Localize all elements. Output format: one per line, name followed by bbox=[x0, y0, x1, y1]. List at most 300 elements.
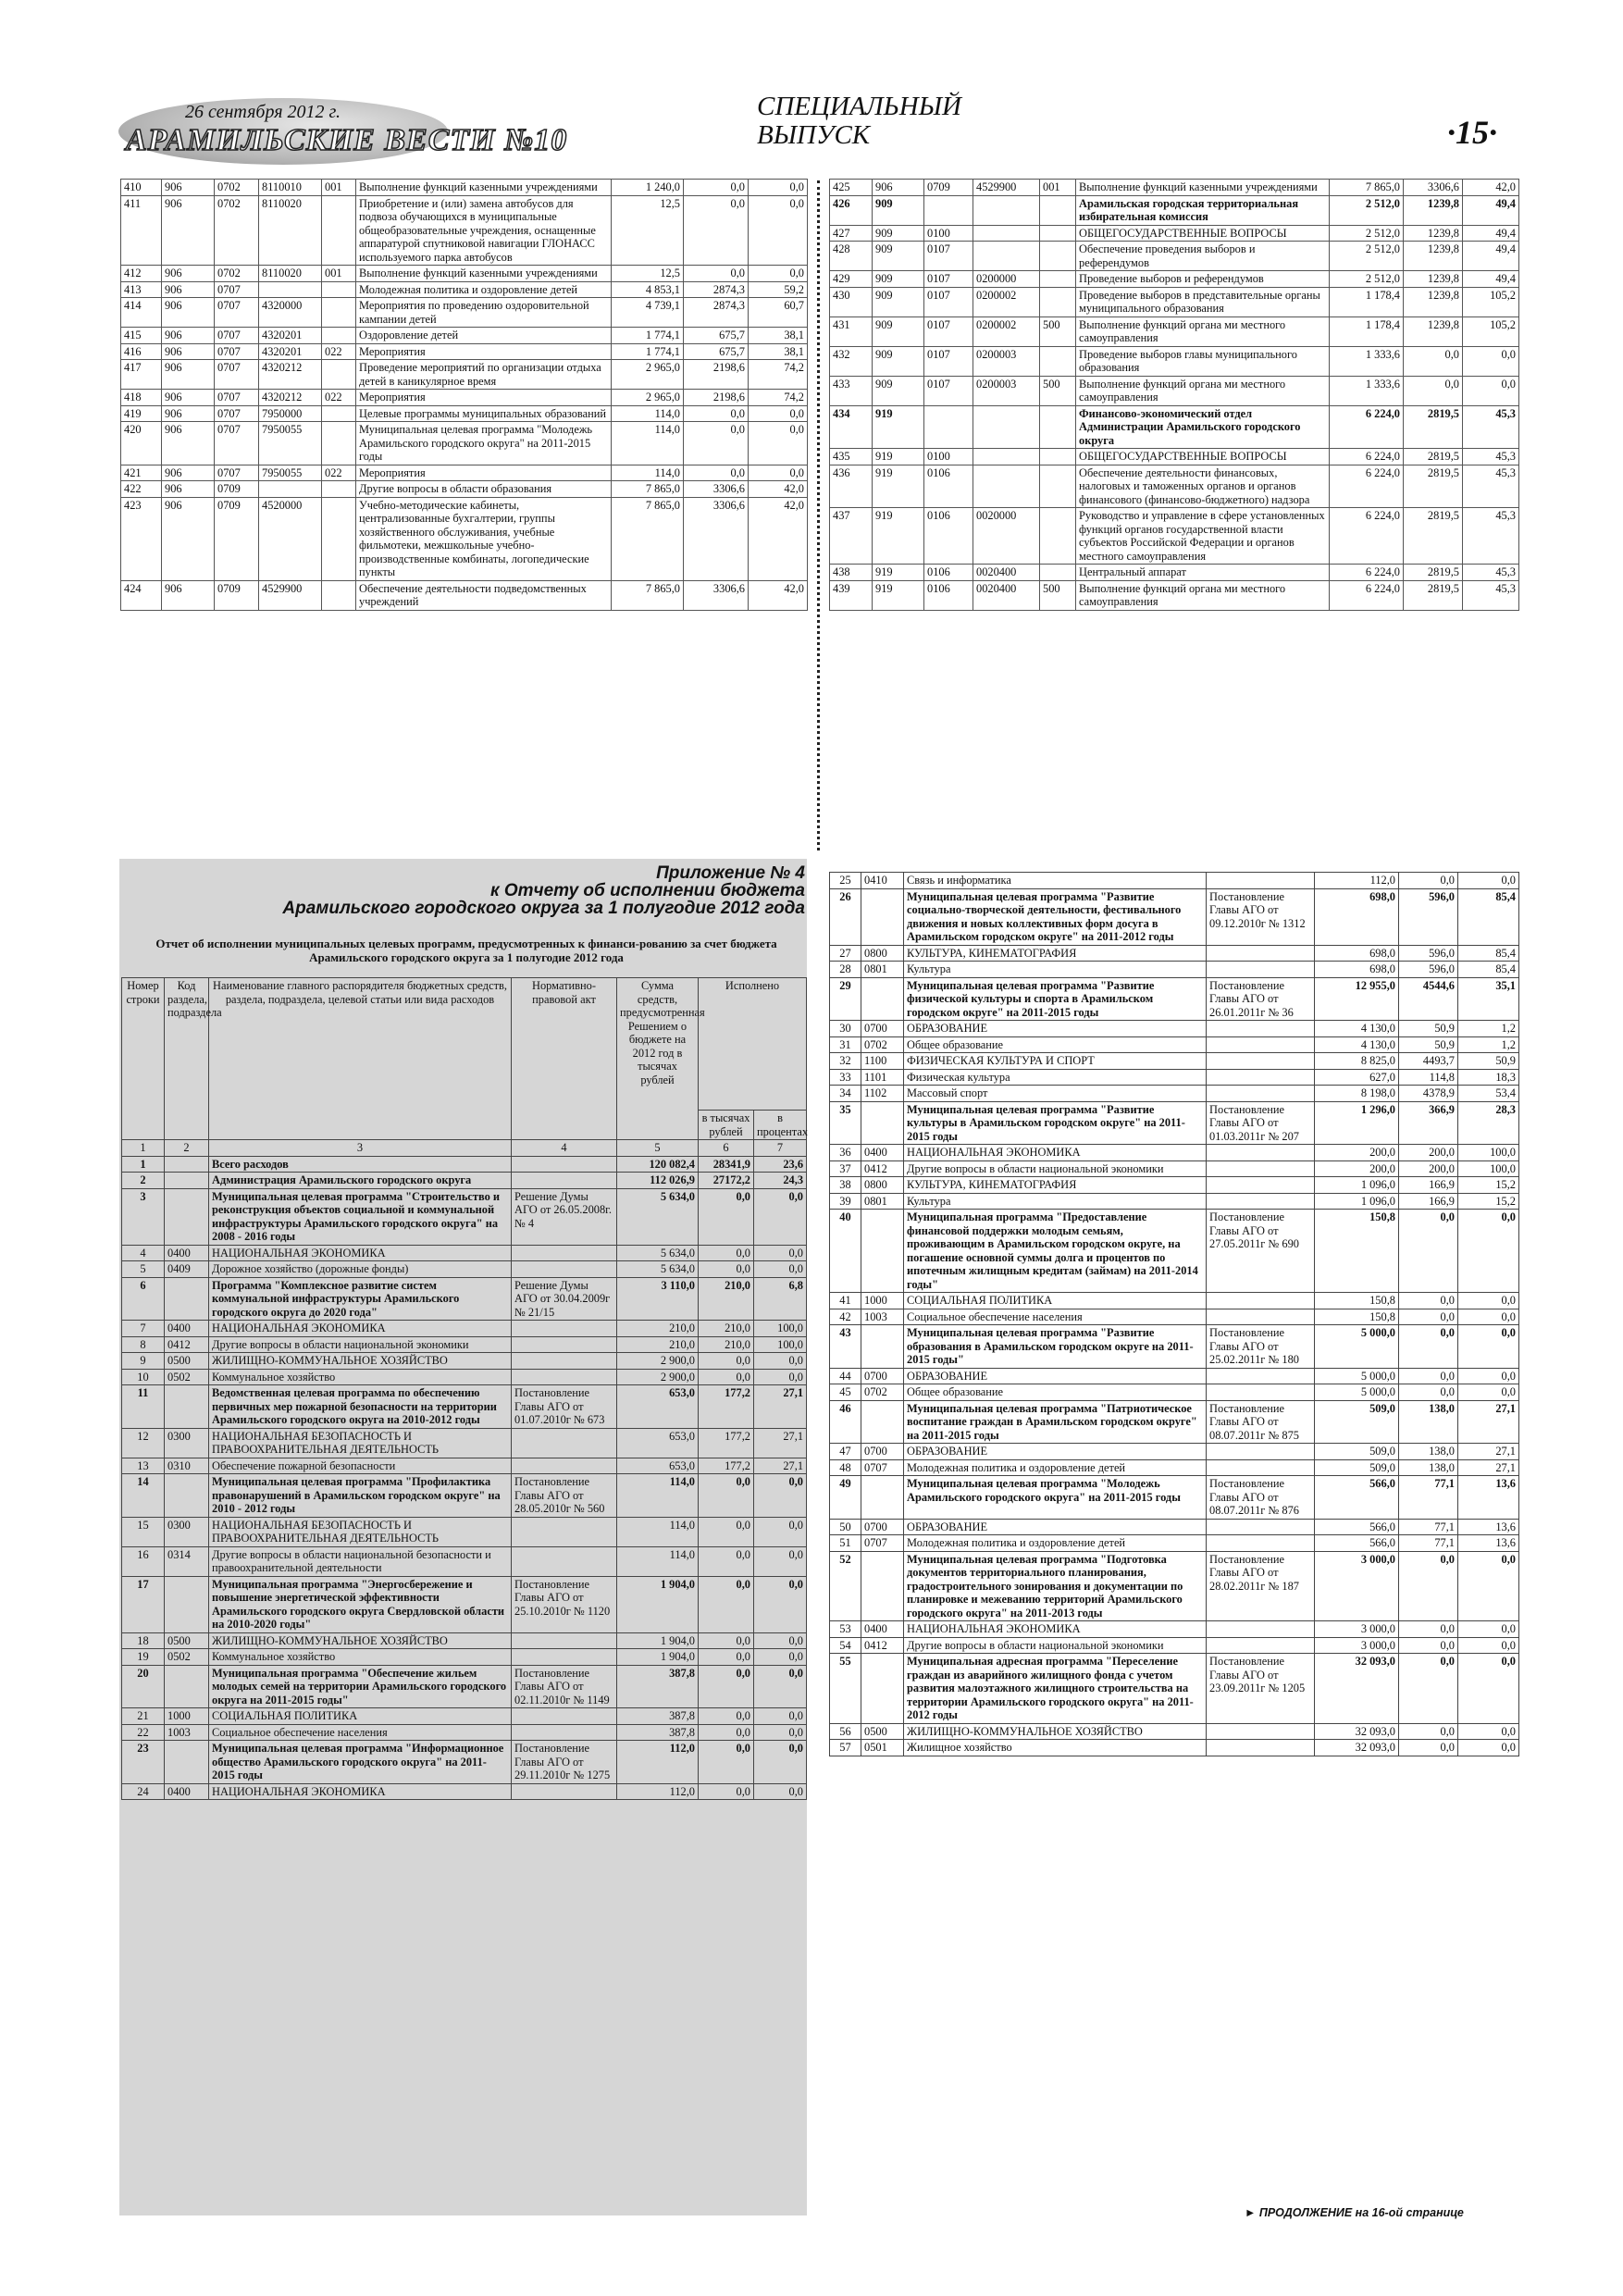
cell-num: 6 bbox=[122, 1277, 165, 1321]
cell-exec-rub: 0,0 bbox=[699, 1546, 754, 1576]
cell-code: 0700 bbox=[861, 1368, 904, 1384]
cell-code: 0300 bbox=[165, 1428, 209, 1458]
cell-act: Постановление Главы АГО от 25.10.2010г № 1120 bbox=[512, 1576, 617, 1632]
cell-code: 1000 bbox=[861, 1293, 904, 1309]
cell-code: 0400 bbox=[165, 1783, 209, 1800]
cell-sum: 3 000,0 bbox=[1315, 1637, 1399, 1654]
table-row bbox=[830, 1444, 1519, 1460]
cell-num: 29 bbox=[830, 977, 861, 1021]
cell-name: НАЦИОНАЛЬНАЯ ЭКОНОМИКА bbox=[904, 1145, 1207, 1161]
cell-pct: 45,3 bbox=[1463, 449, 1519, 465]
cell-row-num: 426 bbox=[830, 195, 873, 225]
cell-section: 0106 bbox=[924, 580, 973, 610]
cell-sum: 112,0 bbox=[617, 1741, 699, 1784]
cell-code: 1102 bbox=[861, 1086, 904, 1102]
cell-row-num: 420 bbox=[121, 422, 162, 465]
table-row bbox=[121, 328, 808, 344]
cell-sum: 200,0 bbox=[1315, 1145, 1399, 1161]
cell-pct: 42,0 bbox=[749, 580, 808, 610]
cell-admin: 906 bbox=[162, 298, 215, 328]
cell-act bbox=[1207, 1535, 1315, 1552]
cell-act bbox=[1207, 1459, 1315, 1476]
cell-exec-pct: 0,0 bbox=[754, 1783, 807, 1800]
cell-name: Администрация Арамильского городского округа bbox=[209, 1173, 512, 1189]
cell-act bbox=[1207, 1053, 1315, 1070]
cell-exec-rub: 596,0 bbox=[1399, 962, 1458, 978]
cell-name: Муниципальная целевая программа "Развитие физической культуры и спорта в Арамильском городском округе" на 2011-2015 годы bbox=[904, 977, 1207, 1021]
cell-code bbox=[165, 1277, 209, 1321]
cell-section bbox=[924, 195, 973, 225]
cell-sum: 150,8 bbox=[1315, 1309, 1399, 1325]
cell-name: Социальное обеспечение населения bbox=[904, 1309, 1207, 1325]
cell-exec-pct: 100,0 bbox=[754, 1321, 807, 1337]
cell-target bbox=[259, 281, 322, 298]
cell-name: Другие вопросы в области образования bbox=[356, 481, 612, 498]
cell-num: 4 bbox=[122, 1245, 165, 1261]
cell-sum: 5 000,0 bbox=[1315, 1325, 1399, 1369]
cell-name: Муниципальная целевая программа "Профилактика правонарушений в Арамильском городском округе" на 2010 - 2012 годы bbox=[209, 1474, 512, 1518]
table-row bbox=[122, 1724, 807, 1741]
cell-row-num: 439 bbox=[830, 580, 873, 610]
cell-code: 0702 bbox=[861, 1036, 904, 1053]
table-row bbox=[121, 281, 808, 298]
cell-name: Финансово-экономический отдел Администрации Арамильского городского округа bbox=[1076, 405, 1330, 449]
cell-admin: 906 bbox=[162, 497, 215, 580]
table-row bbox=[830, 1519, 1519, 1535]
table-row bbox=[121, 465, 808, 481]
cell-act: Постановление Главы АГО от 28.05.2010г № 560 bbox=[512, 1474, 617, 1518]
cell-pct: 45,3 bbox=[1463, 405, 1519, 449]
cell-name: Муниципальная целевая программа "Информационное общество Арамильского городского округа" на 2011-2015 годы bbox=[209, 1741, 512, 1784]
cell-sum: 210,0 bbox=[617, 1321, 699, 1337]
cell-act: Постановление Главы АГО от 28.02.2011г № 187 bbox=[1207, 1551, 1315, 1621]
cell-num: 39 bbox=[830, 1193, 861, 1210]
cell-exec-pct: 0,0 bbox=[754, 1188, 807, 1245]
cell-exec: 2874,3 bbox=[684, 298, 749, 328]
cell-pct: 45,3 bbox=[1463, 508, 1519, 565]
cell-num: 43 bbox=[830, 1325, 861, 1369]
cell-row-num: 413 bbox=[121, 281, 162, 298]
cell-row-num: 427 bbox=[830, 225, 873, 242]
cell-sum: 1 096,0 bbox=[1315, 1177, 1399, 1194]
cell-name: Муниципальная программа "Предоставление финансовой поддержки молодым семьям, проживающим в Арамильском городском округе, на погашение основной суммы долга и процентов по ипотечным жилищным кредитам (займам) на 2011-2014 годы" bbox=[904, 1210, 1207, 1293]
cell-exec-rub: 0,0 bbox=[1399, 1637, 1458, 1654]
cell-act: Постановление Главы АГО от 25.02.2011г № 180 bbox=[1207, 1325, 1315, 1369]
cell-section: 0107 bbox=[924, 376, 973, 405]
cell-name: НАЦИОНАЛЬНАЯ ЭКОНОМИКА bbox=[209, 1321, 512, 1337]
cell-code: 0310 bbox=[165, 1458, 209, 1474]
cell-act bbox=[512, 1632, 617, 1649]
cell-section: 0707 bbox=[215, 422, 259, 465]
cell-code: 0500 bbox=[861, 1723, 904, 1740]
cell-name: Проведение выборов и референдумов bbox=[1076, 271, 1330, 288]
cell-code: 0801 bbox=[861, 1193, 904, 1210]
cell-num: 33 bbox=[830, 1069, 861, 1086]
cell-type bbox=[322, 580, 356, 610]
table-row bbox=[830, 287, 1519, 316]
cell-act bbox=[1207, 1177, 1315, 1194]
cell-exec: 675,7 bbox=[684, 328, 749, 344]
cell-target: 4529900 bbox=[259, 580, 322, 610]
budget-table-top-left bbox=[120, 179, 808, 611]
cell-admin: 909 bbox=[873, 225, 924, 242]
cell-act bbox=[512, 1517, 617, 1546]
table-row bbox=[830, 1036, 1519, 1053]
cell-act bbox=[512, 1783, 617, 1800]
cell-sum: 566,0 bbox=[1315, 1535, 1399, 1552]
cell-sum: 8 198,0 bbox=[1315, 1086, 1399, 1102]
cell-exec-pct: 85,4 bbox=[1458, 888, 1519, 945]
cell-name: НАЦИОНАЛЬНАЯ БЕЗОПАСНОСТЬ И ПРАВООХРАНИТЕЛЬНАЯ ДЕЯТЕЛЬНОСТЬ bbox=[209, 1517, 512, 1546]
cell-name: Социальное обеспечение населения bbox=[209, 1724, 512, 1741]
table-row bbox=[830, 1309, 1519, 1325]
cell-section: 0107 bbox=[924, 346, 973, 376]
cell-exec-pct: 0,0 bbox=[754, 1576, 807, 1632]
cell-exec-pct: 85,4 bbox=[1458, 962, 1519, 978]
cell-exec-rub: 0,0 bbox=[1399, 1551, 1458, 1621]
cell-admin: 906 bbox=[162, 343, 215, 360]
cell-sum: 698,0 bbox=[1315, 962, 1399, 978]
cell-exec-pct: 1,2 bbox=[1458, 1036, 1519, 1053]
cell-name: Обеспечение деятельности подведомственных учреждений bbox=[356, 580, 612, 610]
cell-exec-rub: 77,1 bbox=[1399, 1535, 1458, 1552]
cell-act bbox=[512, 1546, 617, 1576]
cell-code: 0400 bbox=[861, 1145, 904, 1161]
cell-target: 4529900 bbox=[973, 180, 1040, 196]
cell-sum: 120 082,4 bbox=[617, 1156, 699, 1173]
cell-name: Другие вопросы в области национальной экономики bbox=[904, 1160, 1207, 1177]
cell-section: 0106 bbox=[924, 508, 973, 565]
cell-exec-pct: 0,0 bbox=[754, 1261, 807, 1278]
cell-type bbox=[1040, 565, 1076, 581]
cell-num: 2 bbox=[122, 1173, 165, 1189]
cell-act: Постановление Главы АГО от 27.05.2011г № 690 bbox=[1207, 1210, 1315, 1293]
cell-name: Муниципальная целевая программа "Развитие социально-творческой деятельности, фестивального движения и новых коллективных форм досуга в Арамильском городском округе" на 2011-2012 годы bbox=[904, 888, 1207, 945]
table-row bbox=[122, 1474, 807, 1518]
cell-section: 0107 bbox=[924, 242, 973, 271]
cell-num: 50 bbox=[830, 1519, 861, 1535]
cell-target: 4520000 bbox=[259, 497, 322, 580]
cell-row-num: 423 bbox=[121, 497, 162, 580]
cell-section: 0100 bbox=[924, 225, 973, 242]
cell-num: 28 bbox=[830, 962, 861, 978]
cell-admin: 909 bbox=[873, 287, 924, 316]
cell-name: Мероприятия bbox=[356, 343, 612, 360]
table-row bbox=[830, 1177, 1519, 1194]
cell-sum: 653,0 bbox=[617, 1385, 699, 1429]
table-row bbox=[830, 508, 1519, 565]
cell-exec: 0,0 bbox=[684, 180, 749, 196]
table-row bbox=[830, 1193, 1519, 1210]
cell-num: 27 bbox=[830, 945, 861, 962]
cell-act bbox=[1207, 1086, 1315, 1102]
cell-row-num: 419 bbox=[121, 405, 162, 422]
cell-admin: 906 bbox=[162, 281, 215, 298]
cell-exec-rub: 0,0 bbox=[1399, 1309, 1458, 1325]
table-row bbox=[830, 1293, 1519, 1309]
cell-sum: 4 130,0 bbox=[1315, 1021, 1399, 1037]
cell-sum: 698,0 bbox=[1315, 888, 1399, 945]
cell-num: 24 bbox=[122, 1783, 165, 1800]
cell-num: 13 bbox=[122, 1458, 165, 1474]
cell-act bbox=[1207, 1145, 1315, 1161]
cell-row-num: 425 bbox=[830, 180, 873, 196]
table-row bbox=[830, 1400, 1519, 1444]
continuation-note: ► ПРОДОЛЖЕНИЕ на 16-ой странице bbox=[1245, 2206, 1464, 2219]
cell-act: Постановление Главы АГО от 26.01.2011г № 36 bbox=[1207, 977, 1315, 1021]
cell-type: 001 bbox=[1040, 180, 1076, 196]
cell-act bbox=[1207, 962, 1315, 978]
table-row bbox=[121, 180, 808, 196]
cell-pct: 49,4 bbox=[1463, 195, 1519, 225]
cell-name: Мероприятия bbox=[356, 390, 612, 406]
cell-name: Обеспечение деятельности финансовых, налоговых и таможенных органов и органов финансового (финансово-бюджетного) надзора bbox=[1076, 465, 1330, 508]
cell-exec-pct: 27,1 bbox=[754, 1428, 807, 1458]
cell-exec-rub: 210,0 bbox=[699, 1277, 754, 1321]
cell-type bbox=[1040, 465, 1076, 508]
cell-num: 3 bbox=[122, 1188, 165, 1245]
cell-code: 0501 bbox=[861, 1740, 904, 1756]
table-row bbox=[121, 580, 808, 610]
cell-section: 0709 bbox=[215, 580, 259, 610]
table-row bbox=[122, 1576, 807, 1632]
cell-type bbox=[322, 360, 356, 390]
cell-num: 5 bbox=[122, 1261, 165, 1278]
cell-code: 0502 bbox=[165, 1369, 209, 1385]
cell-exec-rub: 0,0 bbox=[699, 1724, 754, 1741]
cell-exec-pct: 0,0 bbox=[1458, 1368, 1519, 1384]
cell-section: 0707 bbox=[215, 343, 259, 360]
cell-name: НАЦИОНАЛЬНАЯ БЕЗОПАСНОСТЬ И ПРАВООХРАНИТЕЛЬНАЯ ДЕЯТЕЛЬНОСТЬ bbox=[209, 1428, 512, 1458]
header-code: Код раздела, подраздела bbox=[165, 978, 209, 1140]
cell-num: 30 bbox=[830, 1021, 861, 1037]
cell-act bbox=[1207, 1021, 1315, 1037]
cell-num: 26 bbox=[830, 888, 861, 945]
cell-type bbox=[322, 195, 356, 266]
cell-num: 23 bbox=[122, 1741, 165, 1784]
cell-exec-rub: 4493,7 bbox=[1399, 1053, 1458, 1070]
cell-type bbox=[1040, 449, 1076, 465]
cell-exec-rub: 50,9 bbox=[1399, 1036, 1458, 1053]
cell-admin: 906 bbox=[162, 390, 215, 406]
cell-plan: 1 333,6 bbox=[1330, 346, 1404, 376]
table-row bbox=[122, 1385, 807, 1429]
cell-section: 0707 bbox=[215, 360, 259, 390]
table-row bbox=[830, 1654, 1519, 1724]
cell-name: ЖИЛИЩНО-КОММУНАЛЬНОЕ ХОЗЯЙСТВО bbox=[209, 1353, 512, 1370]
cell-code bbox=[165, 1665, 209, 1708]
cell-row-num: 422 bbox=[121, 481, 162, 498]
cell-target: 0020000 bbox=[973, 508, 1040, 565]
cell-pct: 0,0 bbox=[749, 405, 808, 422]
cell-sum: 5 634,0 bbox=[617, 1188, 699, 1245]
cell-name: Коммунальное хозяйство bbox=[209, 1369, 512, 1385]
cell-exec: 2198,6 bbox=[684, 390, 749, 406]
table-row bbox=[122, 1458, 807, 1474]
cell-exec-rub: 177,2 bbox=[699, 1458, 754, 1474]
cell-exec: 1239,8 bbox=[1404, 242, 1463, 271]
cell-exec-pct: 85,4 bbox=[1458, 945, 1519, 962]
cell-sum: 653,0 bbox=[617, 1428, 699, 1458]
cell-exec-pct: 27,1 bbox=[1458, 1400, 1519, 1444]
cell-pct: 0,0 bbox=[1463, 346, 1519, 376]
table-row bbox=[830, 945, 1519, 962]
cell-admin: 919 bbox=[873, 465, 924, 508]
cell-plan: 2 512,0 bbox=[1330, 271, 1404, 288]
cell-pct: 42,0 bbox=[749, 497, 808, 580]
cell-num: 9 bbox=[122, 1353, 165, 1370]
cell-num: 16 bbox=[122, 1546, 165, 1576]
cell-code bbox=[861, 888, 904, 945]
cell-code bbox=[861, 1400, 904, 1444]
cell-name: ОБРАЗОВАНИЕ bbox=[904, 1444, 1207, 1460]
table-row bbox=[121, 422, 808, 465]
cell-code bbox=[861, 1551, 904, 1621]
cell-name: Дорожное хозяйство (дорожные фонды) bbox=[209, 1261, 512, 1278]
cell-code bbox=[165, 1474, 209, 1518]
cell-exec-rub: 0,0 bbox=[699, 1649, 754, 1666]
cell-pct: 105,2 bbox=[1463, 316, 1519, 346]
cell-num: 36 bbox=[830, 1145, 861, 1161]
appendix-line-3: Арамильского городского округа за 1 полугодие 2012 года bbox=[282, 899, 805, 918]
cell-name: Молодежная политика и оздоровление детей bbox=[904, 1459, 1207, 1476]
cell-plan: 6 224,0 bbox=[1330, 405, 1404, 449]
cell-admin: 906 bbox=[162, 195, 215, 266]
cell-row-num: 424 bbox=[121, 580, 162, 610]
cell-name: Выполнение функций органа ми местного самоуправления bbox=[1076, 376, 1330, 405]
cell-pct: 45,3 bbox=[1463, 580, 1519, 610]
cell-num: 32 bbox=[830, 1053, 861, 1070]
cell-type bbox=[322, 328, 356, 344]
cell-type bbox=[322, 481, 356, 498]
cell-row-num: 435 bbox=[830, 449, 873, 465]
programs-table-left bbox=[121, 977, 807, 1800]
table-row bbox=[830, 405, 1519, 449]
cell-admin: 909 bbox=[873, 242, 924, 271]
table-row bbox=[122, 1665, 807, 1708]
cell-row-num: 430 bbox=[830, 287, 873, 316]
table-row bbox=[830, 962, 1519, 978]
cell-sum: 1 904,0 bbox=[617, 1632, 699, 1649]
table-row bbox=[830, 1021, 1519, 1037]
cell-name: КУЛЬТУРА, КИНЕМАТОГРАФИЯ bbox=[904, 1177, 1207, 1194]
table-row bbox=[121, 497, 808, 580]
cell-exec-rub: 0,0 bbox=[1399, 1740, 1458, 1756]
cell-act: Постановление Главы АГО от 23.09.2011г № 1205 bbox=[1207, 1654, 1315, 1724]
cell-section: 0106 bbox=[924, 465, 973, 508]
cell-name: Молодежная политика и оздоровление детей bbox=[904, 1535, 1207, 1552]
cell-exec-rub: 210,0 bbox=[699, 1321, 754, 1337]
cell-num: 14 bbox=[122, 1474, 165, 1518]
cell-name: ОБРАЗОВАНИЕ bbox=[904, 1021, 1207, 1037]
cell-sum: 2 900,0 bbox=[617, 1353, 699, 1370]
cell-sum: 114,0 bbox=[617, 1474, 699, 1518]
cell-admin: 906 bbox=[162, 266, 215, 282]
table-row bbox=[830, 1637, 1519, 1654]
table-row bbox=[830, 1160, 1519, 1177]
special-line-1: СПЕЦИАЛЬНЫЙ bbox=[757, 92, 961, 121]
cell-type bbox=[322, 298, 356, 328]
cell-name: Муниципальная целевая программа "Строительство и реконструкция объектов социальной и коммунальной инфраструктуры Арамильского городского округа" на 2008 - 2016 годы bbox=[209, 1188, 512, 1245]
cell-row-num: 421 bbox=[121, 465, 162, 481]
cell-code bbox=[165, 1741, 209, 1784]
cell-target: 4320212 bbox=[259, 390, 322, 406]
cell-exec-rub: 4544,6 bbox=[1399, 977, 1458, 1021]
cell-exec: 3306,6 bbox=[684, 481, 749, 498]
table-row bbox=[830, 1621, 1519, 1638]
cell-name: Культура bbox=[904, 962, 1207, 978]
cell-exec-rub: 77,1 bbox=[1399, 1519, 1458, 1535]
cell-num: 47 bbox=[830, 1444, 861, 1460]
cell-exec-rub: 0,0 bbox=[699, 1783, 754, 1800]
cell-act bbox=[512, 1369, 617, 1385]
cell-name: Муниципальная адресная программа "Переселение граждан из аварийного жилищного фонда с учетом развития малоэтажного жилищного строительства на территории Арамильского городского округа" на 2011-2012 годы bbox=[904, 1654, 1207, 1724]
cell-name: Выполнение функций казенными учреждениями bbox=[356, 266, 612, 282]
cell-target: 8110020 bbox=[259, 266, 322, 282]
cell-exec-pct: 0,0 bbox=[754, 1353, 807, 1370]
cell-section: 0709 bbox=[215, 497, 259, 580]
cell-code bbox=[861, 1101, 904, 1145]
table-row bbox=[830, 242, 1519, 271]
cell-sum: 150,8 bbox=[1315, 1210, 1399, 1293]
cell-name: Выполнение функций казенными учреждениями bbox=[1076, 180, 1330, 196]
cell-admin: 919 bbox=[873, 405, 924, 449]
cell-pct: 42,0 bbox=[1463, 180, 1519, 196]
cell-code: 0801 bbox=[861, 962, 904, 978]
cell-sum: 653,0 bbox=[617, 1458, 699, 1474]
cell-exec: 1239,8 bbox=[1404, 316, 1463, 346]
cell-admin: 909 bbox=[873, 195, 924, 225]
table-row bbox=[830, 1210, 1519, 1293]
cell-exec: 0,0 bbox=[684, 195, 749, 266]
cell-exec-rub: 50,9 bbox=[1399, 1021, 1458, 1037]
cell-act bbox=[512, 1353, 617, 1370]
special-issue-label bbox=[757, 93, 961, 150]
table-row bbox=[122, 1188, 807, 1245]
appendix-title bbox=[130, 864, 805, 917]
table-row bbox=[122, 1517, 807, 1546]
cell-exec-rub: 0,0 bbox=[699, 1665, 754, 1708]
cell-num: 52 bbox=[830, 1551, 861, 1621]
cell-exec-rub: 0,0 bbox=[1399, 1293, 1458, 1309]
cell-num: 56 bbox=[830, 1723, 861, 1740]
cell-target: 4320212 bbox=[259, 360, 322, 390]
cell-name: ФИЗИЧЕСКАЯ КУЛЬТУРА И СПОРТ bbox=[904, 1053, 1207, 1070]
table-row bbox=[830, 1069, 1519, 1086]
header-num: Номер строки bbox=[122, 978, 165, 1140]
cell-exec-pct: 0,0 bbox=[754, 1632, 807, 1649]
cell-pct: 0,0 bbox=[749, 180, 808, 196]
cell-target bbox=[973, 195, 1040, 225]
cell-type: 022 bbox=[322, 390, 356, 406]
cell-plan: 1 774,1 bbox=[612, 328, 684, 344]
cell-target bbox=[259, 481, 322, 498]
cell-name: Другие вопросы в области национальной экономики bbox=[904, 1637, 1207, 1654]
table-row bbox=[830, 449, 1519, 465]
cell-exec-rub: 0,0 bbox=[1399, 1325, 1458, 1369]
cell-num: 40 bbox=[830, 1210, 861, 1293]
cell-pct: 49,4 bbox=[1463, 271, 1519, 288]
cell-sum: 3 110,0 bbox=[617, 1277, 699, 1321]
cell-admin: 906 bbox=[162, 465, 215, 481]
cell-target: 0020400 bbox=[973, 565, 1040, 581]
table-row bbox=[830, 1740, 1519, 1756]
cell-act: Решение Думы АГО от 30.04.2009г № 21/15 bbox=[512, 1277, 617, 1321]
cell-exec-pct: 0,0 bbox=[754, 1741, 807, 1784]
cell-act: Постановление Главы АГО от 01.07.2010г № 673 bbox=[512, 1385, 617, 1429]
cell-name: НАЦИОНАЛЬНАЯ ЭКОНОМИКА bbox=[904, 1621, 1207, 1638]
cell-act bbox=[1207, 1444, 1315, 1460]
